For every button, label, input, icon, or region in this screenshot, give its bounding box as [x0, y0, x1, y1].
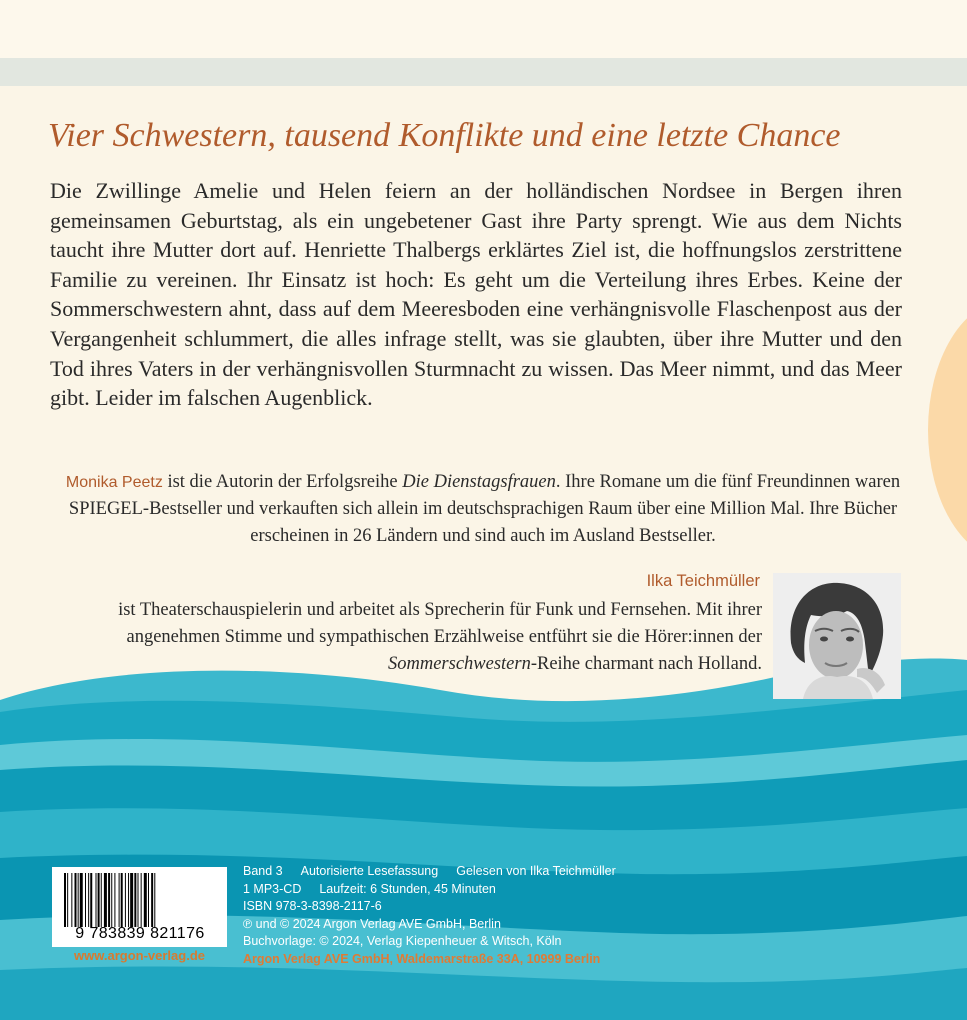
barcode-bar [98, 873, 100, 927]
narrator-bio-text-end: -Reihe charmant nach Holland. [530, 654, 762, 674]
barcode-bar [151, 873, 153, 927]
author-bio [64, 469, 902, 550]
narrator-series-title: Sommerschwestern [387, 654, 531, 674]
headline: Vier Schwestern, tausend Konflikte und eine letzte Chance [48, 117, 841, 154]
narrator-name: Ilka Teichmüller [646, 572, 760, 590]
barcode-bar [114, 873, 115, 927]
barcode-bar [138, 873, 139, 927]
barcode-bar [78, 873, 79, 927]
barcode-bar [71, 873, 72, 927]
barcode-bar [108, 873, 110, 927]
barcode-bar [148, 873, 149, 927]
info-copyright: ℗ und © 2024 Argon Verlag AVE GmbH, Berlin [243, 916, 501, 931]
info-runtime: Laufzeit: 6 Stunden, 45 Minuten [319, 881, 496, 896]
narrator-bio-text-start: ist Theaterschauspielerin und arbeitet als Sprecherin für Funk und Fernsehen. Mit ihrer angenehmen Stimme und sympathischen Erzählweise entführt sie die Hörer:innen der [118, 600, 762, 647]
barcode-bar [104, 873, 107, 927]
publisher-website[interactable]: www.argon-verlag.de [74, 948, 205, 963]
author-name: Monika Peetz [65, 474, 163, 491]
barcode-bar [128, 873, 129, 927]
barcode-bar [90, 873, 92, 927]
author-bio-text-end: . Ihre Romane um die fünf Freundinnen waren SPIEGEL-Bestseller und verkauften sich allein im deutschsprachigen Raum über eine Million Mal. Ihre Bücher erscheinen in 26 Ländern und sind auch im Ausland Bestseller. [68, 472, 901, 546]
info-line-2 [243, 881, 743, 899]
barcode-bar [80, 873, 83, 927]
info-publisher: Argon Verlag AVE GmbH, Waldemarstraße 33A, 10999 Berlin [243, 951, 601, 966]
info-band: Band 3 [243, 864, 283, 878]
barcode-bar [96, 873, 97, 927]
info-format: 1 MP3-CD [243, 881, 302, 896]
barcode-bar [75, 873, 77, 927]
author-series-title: Die Dienstagsfrauen [402, 472, 556, 492]
barcode-bar [85, 873, 86, 927]
barcode-bar [64, 873, 66, 927]
narrator-bio [60, 597, 762, 678]
author-bio-text-start: ist die Autorin der Erfolgsreihe [162, 472, 403, 492]
barcode-bars [64, 873, 223, 927]
barcode-bar [111, 873, 112, 927]
barcode-bar [125, 873, 126, 927]
barcode-bar [67, 873, 68, 927]
barcode-bar [144, 873, 147, 927]
barcode-bar [88, 873, 89, 927]
blurb-text: Die Zwillinge Amelie und Helen feiern an der holländischen Nordsee in Bergen ihren gemeinsamen Geburtstag, als ein ungebetener Gast ihre Party sprengt. Wie aus dem Nichts taucht ihre Mutter dort auf. Henriette Thalbergs erklärtes Ziel ist, die hoffnungslos zerstrittene Familie zu vereinen. Ihr Einsatz ist hoch: Es geht um die Verteilung ihres Erbes. Keine der Sommerschwestern ahnt, dass auf dem Meeresboden eine verhängnisvolle Flaschenpost aus der Vergangenheit schlummert, die alles infrage stellt, was sie glaubten, über ihre Mutter und den Tod ihres Vaters in der verhängnisvollen Sturmnacht zu wissen. Das Meer nimmt, und das Meer gibt. Leider im falschen Augenblick. [50, 178, 902, 411]
info-edition: Autorisierte Lesefassung [300, 864, 439, 878]
info-line-1 [243, 863, 743, 881]
barcode-bar [134, 873, 136, 927]
info-reader: Gelesen von Ilka Teichmüller [456, 864, 616, 878]
info-isbn: ISBN 978-3-8398-2117-6 [243, 899, 382, 913]
barcode-bar [154, 873, 155, 927]
narrator-portrait [773, 573, 901, 699]
product-info [243, 863, 743, 968]
barcode [52, 867, 227, 947]
barcode-bar [141, 873, 142, 927]
info-source: Buchvorlage: © 2024, Verlag Kiepenheuer & Witsch, Köln [243, 934, 562, 948]
barcode-bar [121, 873, 123, 927]
barcode-bar [119, 873, 120, 927]
barcode-bar [130, 873, 133, 927]
barcode-number: 9 783839 821176 [75, 925, 205, 942]
barcode-bar [101, 873, 102, 927]
